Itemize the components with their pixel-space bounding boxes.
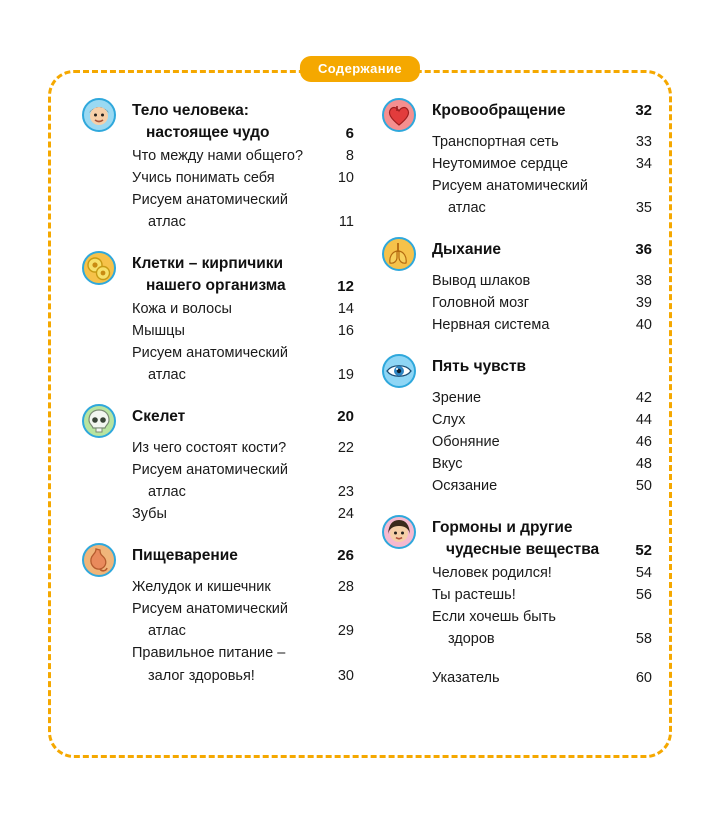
toc-entry-label: Рисуем анатомический: [132, 462, 289, 479]
toc-entry-label: Правильное питание –: [132, 645, 286, 662]
toc-section-page-number: 6: [345, 124, 354, 142]
toc-entry-page-number: 33: [635, 134, 652, 150]
toc-entry-list: [82, 437, 354, 525]
toc-entry-page-number: 29: [337, 623, 354, 640]
toc-entry-label: Зубы: [132, 506, 167, 523]
toc-entry-label-line2: атлас: [148, 484, 186, 501]
toc-entry[interactable]: [432, 475, 652, 497]
toc-section: [82, 545, 354, 686]
toc-section-title: Клетки – кирпичики: [132, 255, 284, 273]
toc-section-header[interactable]: [382, 517, 652, 561]
toc-entry[interactable]: [132, 576, 354, 598]
toc-entry-page-number: 46: [635, 434, 652, 451]
toc-entry-page-number: 38: [635, 273, 652, 290]
toc-entry-page-number: 10: [337, 170, 354, 187]
toc-entry-label: Зрение: [431, 390, 482, 407]
toc-column-right: [360, 100, 658, 750]
toc-entry[interactable]: [432, 431, 652, 453]
skull-icon: [82, 404, 116, 438]
toc-entry-label: Головной мозг: [431, 295, 529, 312]
toc-entry-label: Неутомимое сердце: [431, 156, 569, 173]
toc-entry-label-line2: атлас: [148, 214, 186, 231]
stomach-icon: [82, 543, 116, 577]
toc-entry-label: Желудок и кишечник: [132, 579, 271, 596]
toc-entry[interactable]: [132, 503, 354, 525]
toc-columns: [48, 100, 672, 750]
boy-face-icon: [82, 98, 116, 132]
toc-column-left: [62, 100, 360, 750]
toc-entry-page-number: 24: [337, 506, 354, 523]
toc-entry[interactable]: [432, 667, 652, 689]
toc-section-page-number: 52: [635, 542, 652, 560]
toc-entry-label: Вывод шлаков: [431, 273, 531, 290]
toc-section-header[interactable]: [82, 253, 354, 297]
toc-entry-page-number: 30: [337, 667, 354, 684]
toc-entry-page-number: 22: [337, 440, 354, 457]
toc-entry[interactable]: [132, 459, 354, 503]
toc-entry-label: Транспортная сеть: [431, 134, 559, 150]
toc-section-title-line2: настоящее чудо: [146, 124, 270, 141]
toc-entry-label: Если хочешь быть: [431, 609, 556, 626]
toc-entry[interactable]: [132, 437, 354, 459]
toc-section: [82, 406, 354, 525]
toc-entry-label: Нервная система: [431, 317, 550, 334]
toc-section-header[interactable]: [82, 100, 354, 144]
toc-entry[interactable]: [432, 453, 652, 475]
toc-entry-list: [382, 387, 652, 497]
toc-section-header[interactable]: [82, 545, 354, 575]
toc-section-title: Гормоны и другие: [431, 519, 573, 537]
toc-entry[interactable]: [432, 387, 652, 409]
toc-entry-page-number: 11: [338, 214, 354, 231]
toc-entry-list: [382, 131, 652, 219]
toc-section-title: Дыхание: [431, 241, 501, 259]
toc-entry-page-number: 14: [337, 301, 354, 318]
toc-section-header[interactable]: [382, 356, 652, 386]
toc-entry[interactable]: [432, 606, 652, 650]
toc-entry-label: Указатель: [431, 669, 500, 686]
toc-entry-page-number: 48: [635, 456, 652, 473]
toc-entry-page-number: 60: [635, 669, 652, 686]
toc-entry-list: [382, 562, 652, 688]
toc-entry-label: Человек родился!: [431, 565, 552, 582]
toc-entry-label: Ты растешь!: [431, 587, 516, 604]
toc-entry[interactable]: [432, 153, 652, 175]
toc-entry[interactable]: [432, 270, 652, 292]
toc-entry-list: [382, 270, 652, 336]
toc-entry-page-number: 28: [337, 579, 354, 596]
toc-section: [82, 100, 354, 233]
toc-entry-page-number: 23: [337, 484, 354, 501]
toc-entry[interactable]: [132, 342, 354, 386]
toc-section: [382, 356, 652, 497]
toc-entry[interactable]: [132, 598, 354, 642]
page-title: Содержание: [300, 56, 420, 82]
toc-section-title: Кровообращение: [431, 102, 566, 119]
toc-entry-label: Вкус: [431, 456, 463, 473]
toc-entry-page-number: 35: [635, 200, 652, 217]
toc-section: [82, 253, 354, 386]
toc-section-title: Тело человека:: [132, 102, 249, 119]
toc-section-page-number: 26: [337, 547, 354, 565]
toc-entry-label: Осязание: [431, 478, 498, 495]
toc-section-title: Скелет: [132, 408, 186, 426]
toc-section-title-line2: чудесные вещества: [445, 541, 600, 559]
toc-entry-label: Рисуем анатомический: [132, 192, 289, 209]
toc-section: [382, 100, 652, 219]
toc-entry[interactable]: [132, 298, 354, 320]
toc-entry-label: Мышцы: [132, 323, 185, 340]
toc-entry-label: Рисуем анатомический: [132, 345, 289, 362]
toc-entry-label: Слух: [431, 412, 466, 429]
toc-entry-label: Обоняние: [431, 434, 500, 451]
toc-entry[interactable]: [132, 320, 354, 342]
toc-section-title: Пищеварение: [132, 547, 238, 565]
toc-entry[interactable]: [432, 409, 652, 431]
toc-entry-page-number: 40: [635, 317, 652, 334]
toc-entry-label: Рисуем анатомический: [132, 601, 289, 618]
toc-section-page-number: 32: [635, 102, 652, 119]
toc-section-header[interactable]: [382, 100, 652, 130]
toc-entry-page-number: 54: [635, 565, 652, 582]
toc-entry-label-line2: атлас: [148, 367, 186, 384]
girl-face-icon: [382, 515, 416, 549]
toc-entry-list: [82, 576, 354, 686]
toc-entry[interactable]: [132, 145, 354, 167]
toc-entry-label: Что между нами общего?: [132, 148, 304, 164]
toc-entry-label-line2: залог здоровья!: [148, 667, 255, 684]
toc-entry-label: Учись понимать себя: [132, 170, 275, 187]
toc-section: [382, 517, 652, 688]
toc-entry[interactable]: [132, 167, 354, 189]
toc-entry-label: Рисуем анатомический: [431, 178, 588, 195]
toc-entry[interactable]: [132, 642, 354, 686]
toc-entry-page-number: 42: [635, 390, 652, 407]
toc-entry[interactable]: [432, 562, 652, 584]
toc-entry[interactable]: [432, 292, 652, 314]
heart-icon: [382, 98, 416, 132]
toc-entry-page-number: 19: [337, 367, 354, 384]
toc-entry[interactable]: [432, 584, 652, 606]
toc-entry-page-number: 50: [635, 478, 652, 495]
eye-icon: [382, 354, 416, 388]
toc-entry-label-line2: атлас: [447, 200, 486, 217]
toc-entry-label: Кожа и волосы: [132, 301, 232, 318]
toc-section-title-line2: нашего организма: [146, 277, 286, 295]
toc-section-header[interactable]: [82, 406, 354, 436]
toc-entry-page-number: 16: [337, 323, 354, 340]
toc-entry[interactable]: [132, 189, 354, 233]
toc-section-page-number: 36: [635, 241, 652, 259]
toc-entry-label-line2: здоров: [447, 631, 495, 648]
toc-entry-page-number: 44: [635, 412, 652, 429]
lungs-icon: [382, 237, 416, 271]
toc-entry-page-number: 8: [345, 148, 354, 164]
toc-section-page-number: 12: [337, 277, 354, 295]
toc-section: [382, 239, 652, 336]
toc-entry[interactable]: [432, 175, 652, 219]
toc-entry[interactable]: [432, 131, 652, 153]
toc-entry-label-line2: атлас: [148, 623, 186, 640]
toc-section-title: Пять чувств: [431, 358, 527, 376]
toc-entry-page-number: 34: [635, 156, 652, 173]
toc-entry-list: [82, 298, 354, 386]
toc-entry-page-number: 39: [635, 295, 652, 312]
toc-entry[interactable]: [432, 314, 652, 336]
toc-section-page-number: 20: [337, 408, 354, 426]
cells-icon: [82, 251, 116, 285]
toc-entry-page-number: 58: [635, 631, 652, 648]
toc-entry-page-number: 56: [635, 587, 652, 604]
toc-entry-label: Из чего состоят кости?: [132, 440, 287, 457]
toc-section-header[interactable]: [382, 239, 652, 269]
toc-entry-list: [82, 145, 354, 233]
